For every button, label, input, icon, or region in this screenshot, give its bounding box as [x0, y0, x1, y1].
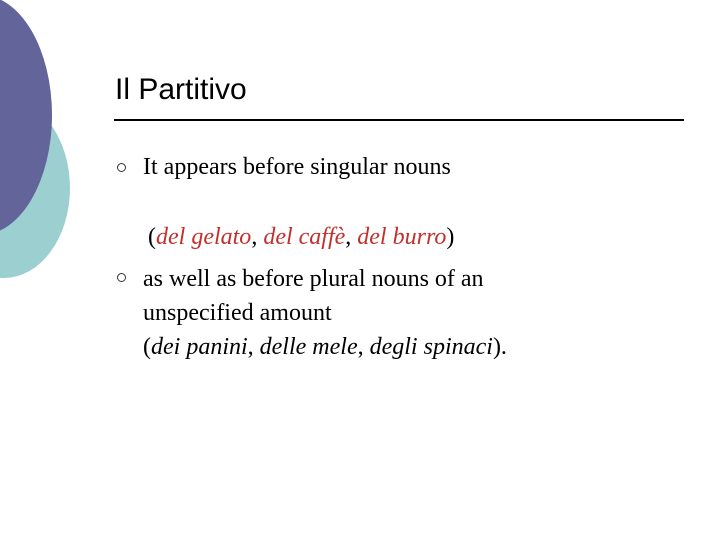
- paren-open: (: [143, 334, 151, 360]
- separator: ,: [345, 224, 358, 250]
- paren-open: (: [148, 224, 156, 250]
- slide-title: Il Partitivo: [115, 73, 247, 106]
- example-delle-mele: delle mele: [259, 334, 358, 360]
- separator: ,: [251, 224, 264, 250]
- plural-examples: [143, 332, 507, 362]
- bullet-2-text-line-1: as well as before plural nouns of an: [143, 266, 484, 292]
- separator: ,: [247, 334, 260, 360]
- paren-close: ).: [492, 334, 507, 360]
- example-del-caffe: del caffè: [263, 224, 346, 250]
- paren-close: ): [446, 224, 455, 250]
- example-degli-spinaci: degli spinaci: [369, 334, 493, 360]
- separator: ,: [357, 334, 370, 360]
- example-dei-panini: dei panini: [151, 334, 248, 360]
- singular-examples: [148, 222, 454, 252]
- bullet-circle-icon: [117, 273, 126, 282]
- bullet-2-text-line-2: unspecified amount: [143, 300, 332, 326]
- bullet-1-text: It appears before singular nouns: [143, 154, 451, 180]
- title-underline: [114, 119, 684, 121]
- example-del-burro: del burro: [357, 224, 447, 250]
- bullet-circle-icon: [117, 163, 126, 172]
- example-del-gelato: del gelato: [156, 224, 252, 250]
